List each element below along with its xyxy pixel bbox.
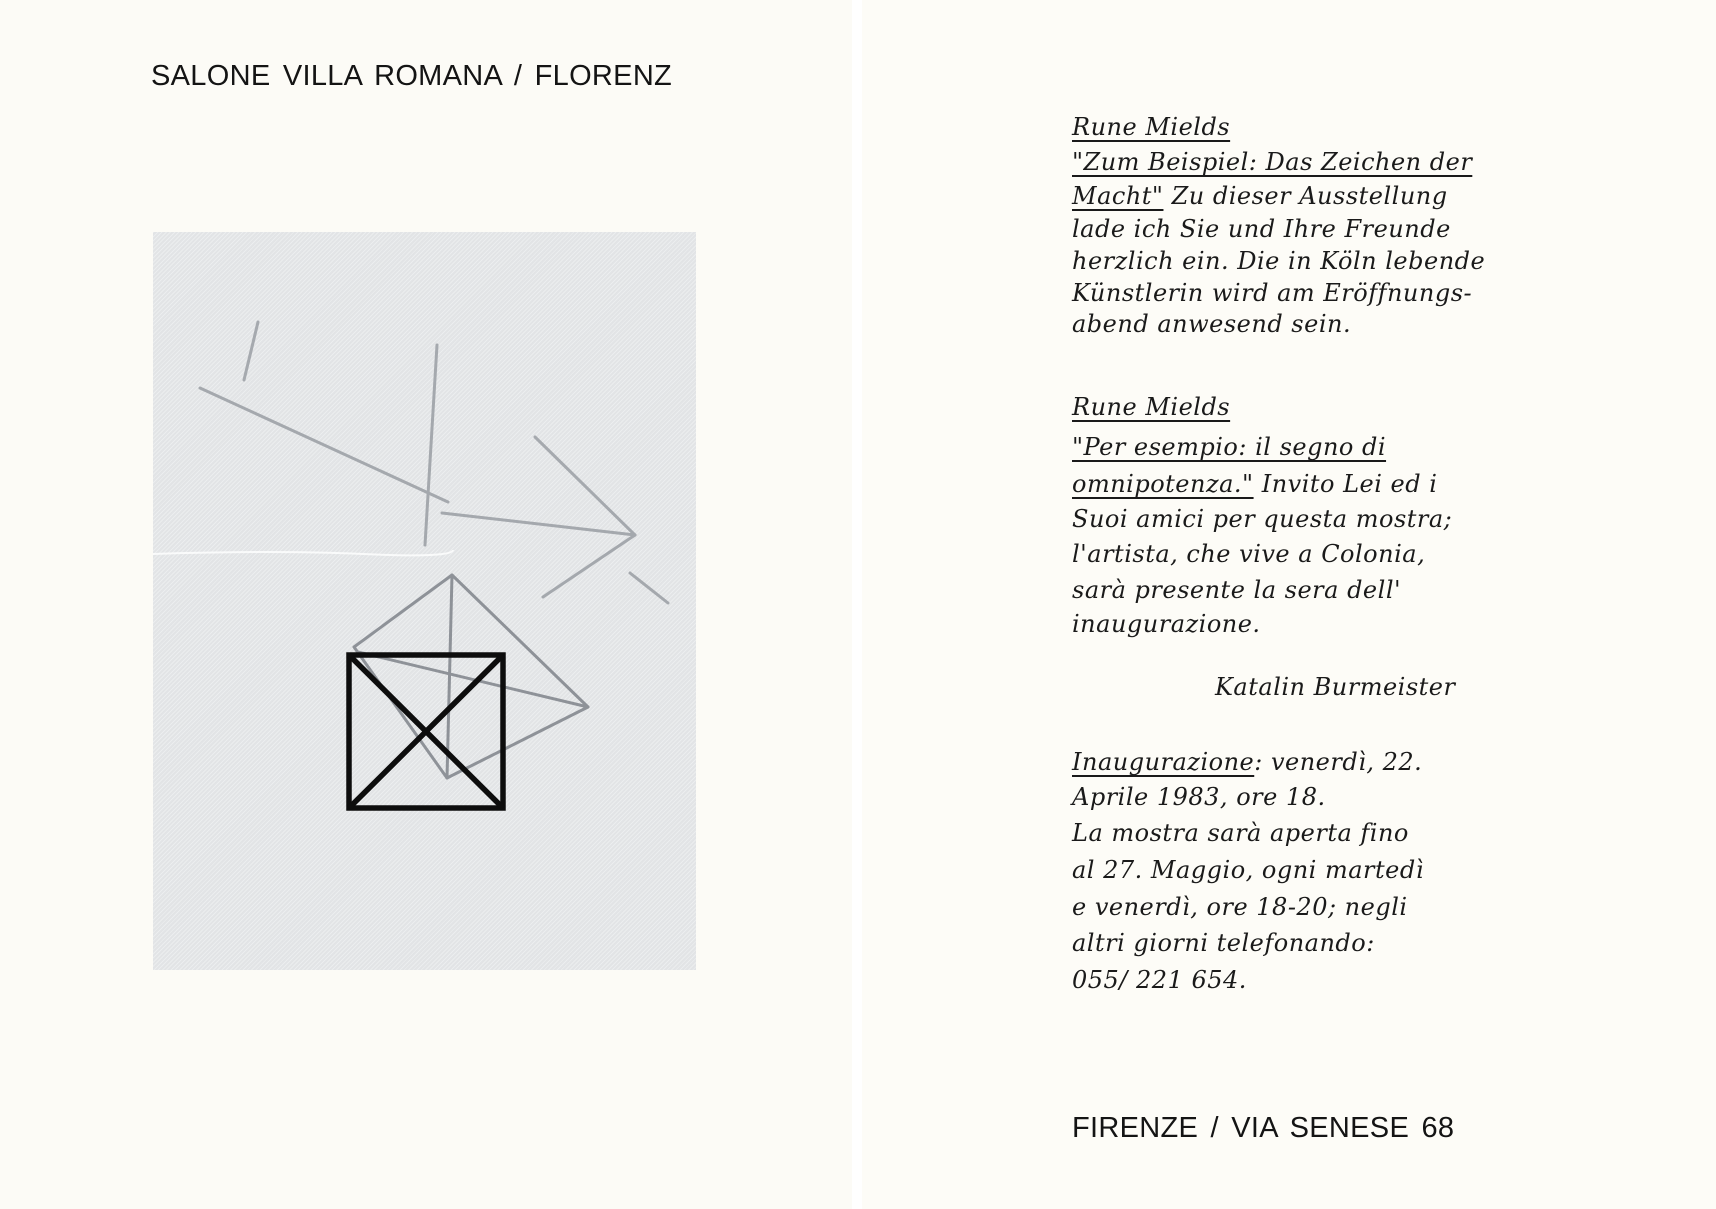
german-text-line [1072,181,1448,211]
german-text-line: herzlich ein. Die in Köln lebende [1072,247,1486,275]
inauguration-date: : venerdì, 22. [1254,748,1423,776]
phone-number: 055/ 221 654. [1072,966,1247,994]
italian-text-line: inaugurazione. [1072,610,1261,638]
artwork-drawing [153,232,696,970]
german-text-line: lade ich Sie und Ihre Freunde [1072,215,1451,243]
gallery-header: SALONE VILLA ROMANA / FLORENZ [151,60,673,92]
german-exhibition-title-end: Macht" [1072,182,1164,210]
inauguration-line: e venerdì, ore 18-20; negli [1072,893,1408,921]
inauguration-line: al 27. Maggio, ogni martedì [1072,856,1424,884]
german-exhibition-title: "Zum Beispiel: Das Zeichen der [1072,148,1473,176]
signature: Katalin Burmeister [1215,673,1456,701]
german-text-line: Künstlerin wird am Eröffnungs- [1072,279,1473,307]
italian-text-line: l'artista, che vive a Colonia, [1072,540,1426,568]
italian-text-fragment: Invito Lei ed i [1253,470,1438,498]
german-text-fragment: Zu dieser Ausstellung [1163,182,1448,210]
italian-text-line [1072,469,1437,499]
gallery-address: FIRENZE / VIA SENESE 68 [1072,1112,1455,1144]
italian-exhibition-title: "Per esempio: il segno di [1072,433,1387,461]
italian-text-line: Suoi amici per questa mostra; [1072,505,1453,533]
inauguration-label: Inaugurazione [1072,748,1255,776]
inauguration-line: Aprile 1983, ore 18. [1072,783,1326,811]
inauguration-line: altri giorni telefonando: [1072,929,1375,957]
italian-text-line: sarà presente la sera dell' [1072,576,1402,604]
inauguration-line: La mostra sarà aperta fino [1072,819,1409,847]
italian-artist-name: Rune Mields [1072,393,1231,421]
invitation-card-front [0,0,852,1209]
german-artist-name: Rune Mields [1072,113,1231,141]
inauguration-line [1072,747,1422,777]
german-text-line: abend anwesend sein. [1072,310,1352,338]
italian-exhibition-title-end: omnipotenza." [1072,470,1254,498]
artwork-image [153,232,696,970]
